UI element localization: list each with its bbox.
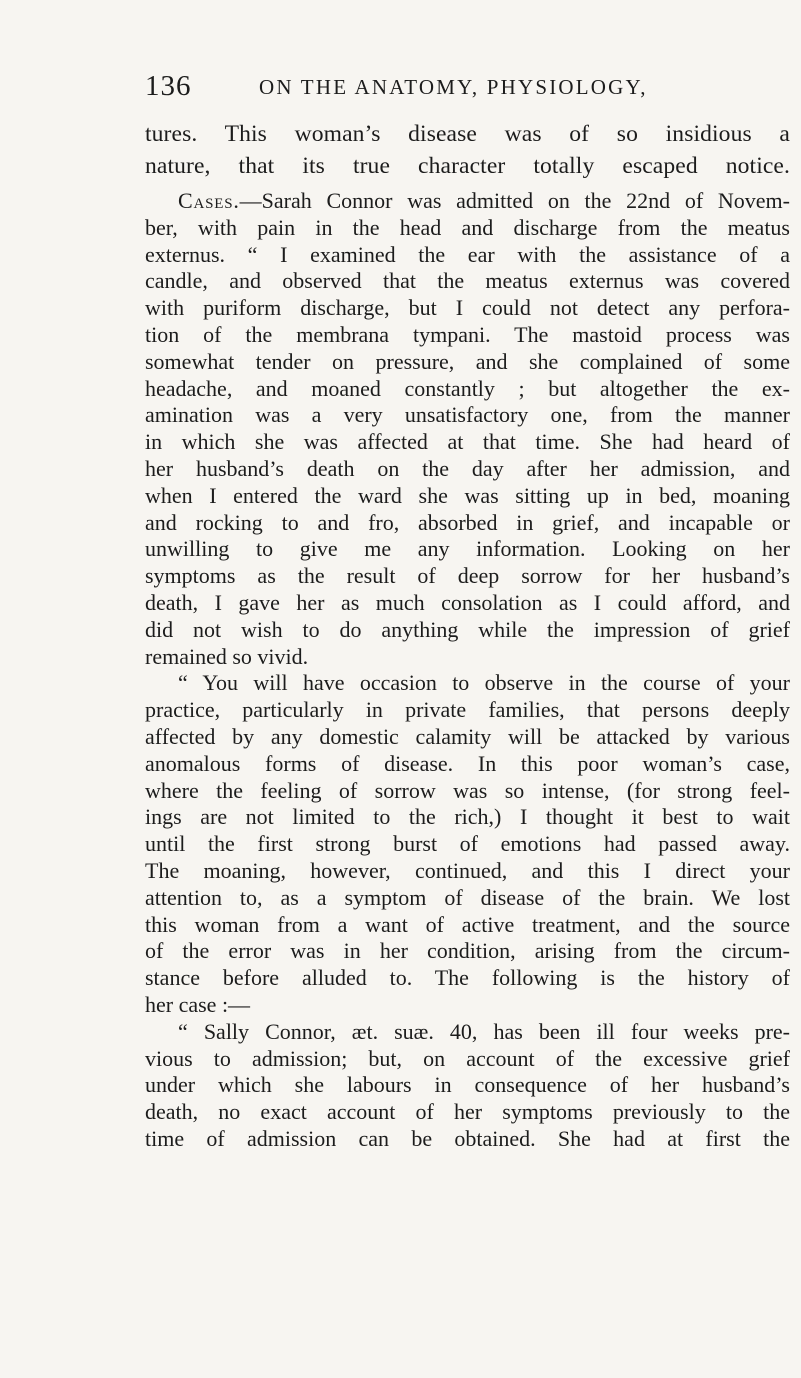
text-line: this woman from a want of active treatment, and the source bbox=[145, 911, 790, 937]
cases-heading-line bbox=[145, 188, 790, 215]
text-line: her husband’s death on the day after her admission, and bbox=[145, 455, 790, 481]
text-line: and rocking to and fro, absorbed in grief, and incapable or bbox=[145, 509, 790, 535]
text-line: death, I gave her as much consolation as I could afford, and bbox=[145, 589, 790, 615]
text-line: The moaning, however, continued, and this I direct your bbox=[145, 857, 790, 883]
page-number: 136 bbox=[145, 70, 192, 102]
text-line: death, no exact account of her symptoms previously to the bbox=[145, 1099, 790, 1125]
page-header bbox=[145, 70, 648, 110]
text-line: vious to admission; but, on account of the excessive grief bbox=[145, 1045, 790, 1071]
text-line: “ Sally Connor, æt. suæ. 40, has been ill four weeks pre- bbox=[178, 1018, 790, 1044]
text-line: ings are not limited to the rich,) I thought it best to wait bbox=[145, 804, 790, 830]
running-head: ON THE ANATOMY, PHYSIOLOGY, bbox=[259, 75, 648, 99]
text-line: externus. “ I examined the ear with the assistance of a bbox=[145, 241, 790, 267]
text-line: when I entered the ward she was sitting up in bed, moaning bbox=[145, 482, 790, 508]
text-line: remained so vivid. bbox=[145, 643, 309, 669]
text-line: nature, that its true character totally escaped notice. bbox=[145, 153, 790, 179]
text-line: under which she labours in consequence of her husband’s bbox=[145, 1072, 790, 1098]
text-line: headache, and moaned constantly ; but altogether the ex- bbox=[145, 375, 790, 401]
text-line: practice, particularly in private families, that persons deeply bbox=[145, 697, 790, 723]
body-text bbox=[145, 118, 790, 1153]
text-line: with puriform discharge, but I could not detect any perfora- bbox=[145, 295, 790, 321]
text-line: until the first strong burst of emotions had passed away. bbox=[145, 831, 790, 857]
text-line: “ You will have occasion to observe in the course of your bbox=[178, 670, 790, 696]
text-line: tion of the membrana tympani. The mastoid process was bbox=[145, 321, 790, 347]
text-line: stance before alluded to. The following is the history of bbox=[145, 965, 790, 991]
text-line: unwilling to give me any information. Looking on her bbox=[145, 536, 790, 562]
text-line: symptoms as the result of deep sorrow for her husband’s bbox=[145, 563, 790, 589]
text-line: anomalous forms of disease. In this poor woman’s case, bbox=[145, 750, 790, 776]
text-line: in which she was affected at that time. She had heard of bbox=[145, 429, 790, 455]
text-line: did not wish to do anything while the impression of grief bbox=[145, 616, 790, 642]
text-line: tures. This woman’s disease was of so insidious a bbox=[145, 121, 790, 147]
text-line: candle, and observed that the meatus externus was covered bbox=[145, 268, 790, 294]
text-line: amination was a very unsatisfactory one, from the manner bbox=[145, 402, 790, 428]
text-line: her case :— bbox=[145, 991, 251, 1017]
text-line: affected by any domestic calamity will be attacked by various bbox=[145, 723, 790, 749]
cases-first-line-rest: —Sarah Connor was admitted on the 22nd of Novem- bbox=[239, 188, 790, 213]
text-line: of the error was in her condition, arising from the circum- bbox=[145, 938, 790, 964]
text-line: where the feeling of sorrow was so intense, (for strong feel- bbox=[145, 777, 790, 803]
text-line: time of admission can be obtained. She had at first the bbox=[145, 1125, 790, 1151]
cases-label: Cases. bbox=[178, 188, 240, 213]
text-line: ber, with pain in the head and discharge from the meatus bbox=[145, 214, 790, 240]
text-line: somewhat tender on pressure, and she complained of some bbox=[145, 348, 790, 374]
text-line: attention to, as a symptom of disease of the brain. We lost bbox=[145, 884, 790, 910]
